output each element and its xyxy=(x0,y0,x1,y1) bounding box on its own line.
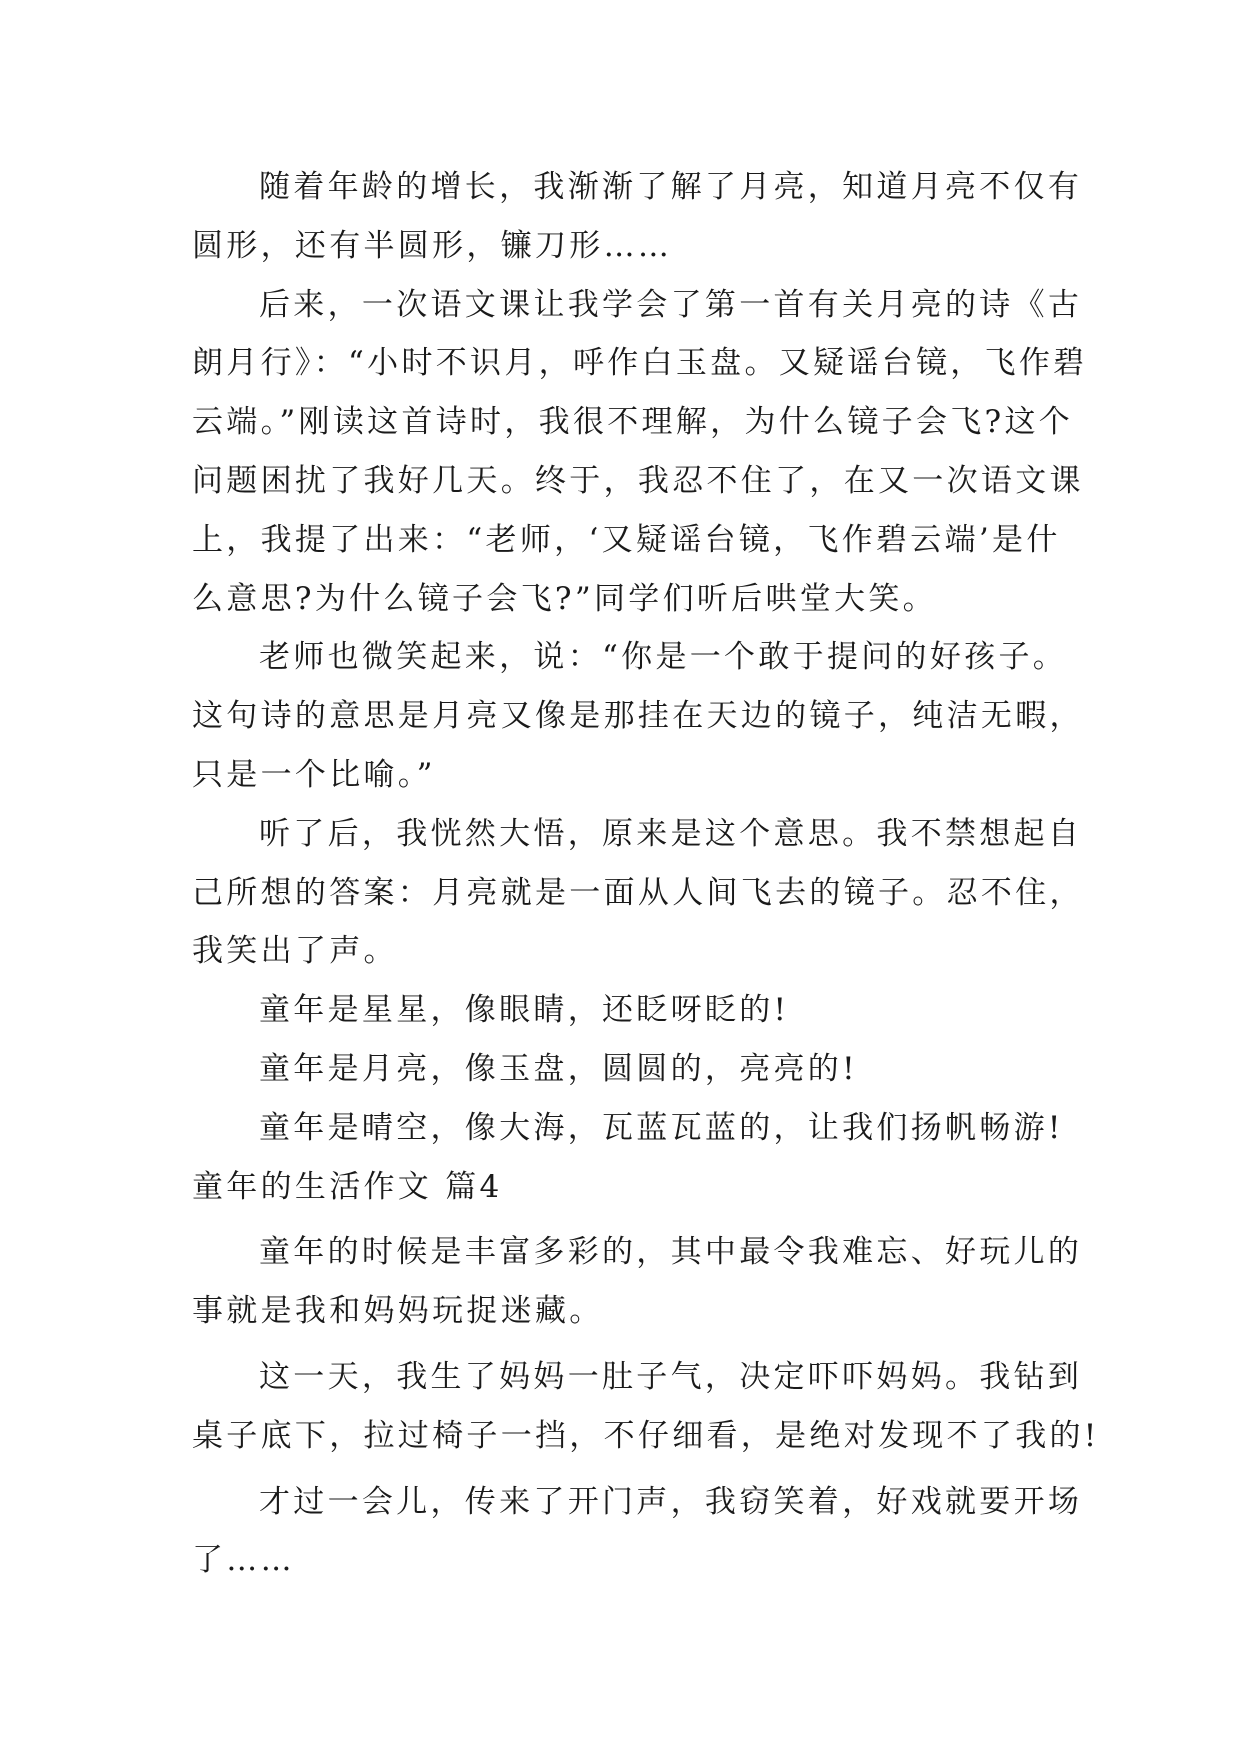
text-line: 这句诗的意思是月亮又像是那挂在天边的镜子，纯洁无暇， xyxy=(192,698,1084,735)
text-line: 随着年龄的增长，我渐渐了解了月亮，知道月亮不仅有 xyxy=(259,169,1083,205)
text-line: 桌子底下，拉过椅子一挡，不仔细看，是绝对发现不了我的! xyxy=(192,1417,1100,1454)
text-line: 听了后，我恍然大悟，原来是这个意思。我不禁想起自 xyxy=(259,815,1083,852)
text-line: 云端。”刚读这首诗时，我很不理解，为什么镜子会飞?这个 xyxy=(192,404,1074,441)
text-line: 了…… xyxy=(192,1542,295,1579)
text-line: 事就是我和妈妈玩捉迷藏。 xyxy=(192,1293,604,1330)
text-line: 么意思?为什么镜子会飞?”同学们听后哄堂大笑。 xyxy=(192,580,937,617)
text-line: 才过一会儿，传来了开门声，我窃笑着，好戏就要开场 xyxy=(259,1483,1083,1520)
essay-body xyxy=(192,158,1100,1590)
text-line: 童年是星星，像眼睛，还眨呀眨的! xyxy=(259,992,790,1029)
text-line: 只是一个比喻。” xyxy=(192,756,436,793)
text-line: 朗月行》：“小时不识月，呼作白玉盘。又疑谣台镜，飞作碧 xyxy=(192,345,1088,382)
text-line: 上，我提了出来：“老师，‘又疑谣台镜，飞作碧云端’是什 xyxy=(192,521,1061,558)
section-heading: 童年的生活作文 篇4 xyxy=(192,1168,503,1205)
text-line: 圆形，还有半圆形，镰刀形…… xyxy=(192,227,673,264)
text-line: 己所想的答案：月亮就是一面从人间飞去的镜子。忍不住， xyxy=(192,874,1084,911)
text-line: 童年是晴空，像大海，瓦蓝瓦蓝的，让我们扬帆畅游! xyxy=(259,1109,1064,1146)
text-line: 老师也微笑起来，说：“你是一个敢于提问的好孩子。 xyxy=(259,639,1068,676)
text-line: 我笑出了声。 xyxy=(192,933,398,970)
text-line: 这一天，我生了妈妈一肚子气，决定吓吓妈妈。我钻到 xyxy=(259,1358,1083,1395)
text-line: 童年是月亮，像玉盘，圆圆的，亮亮的! xyxy=(259,1050,858,1087)
text-line: 问题困扰了我好几天。终于，我忍不住了，在又一次语文课 xyxy=(192,462,1084,499)
text-line: 后来，一次语文课让我学会了第一首有关月亮的诗《古 xyxy=(259,286,1083,323)
text-line: 童年的时候是丰富多彩的，其中最令我难忘、好玩儿的 xyxy=(259,1234,1083,1271)
